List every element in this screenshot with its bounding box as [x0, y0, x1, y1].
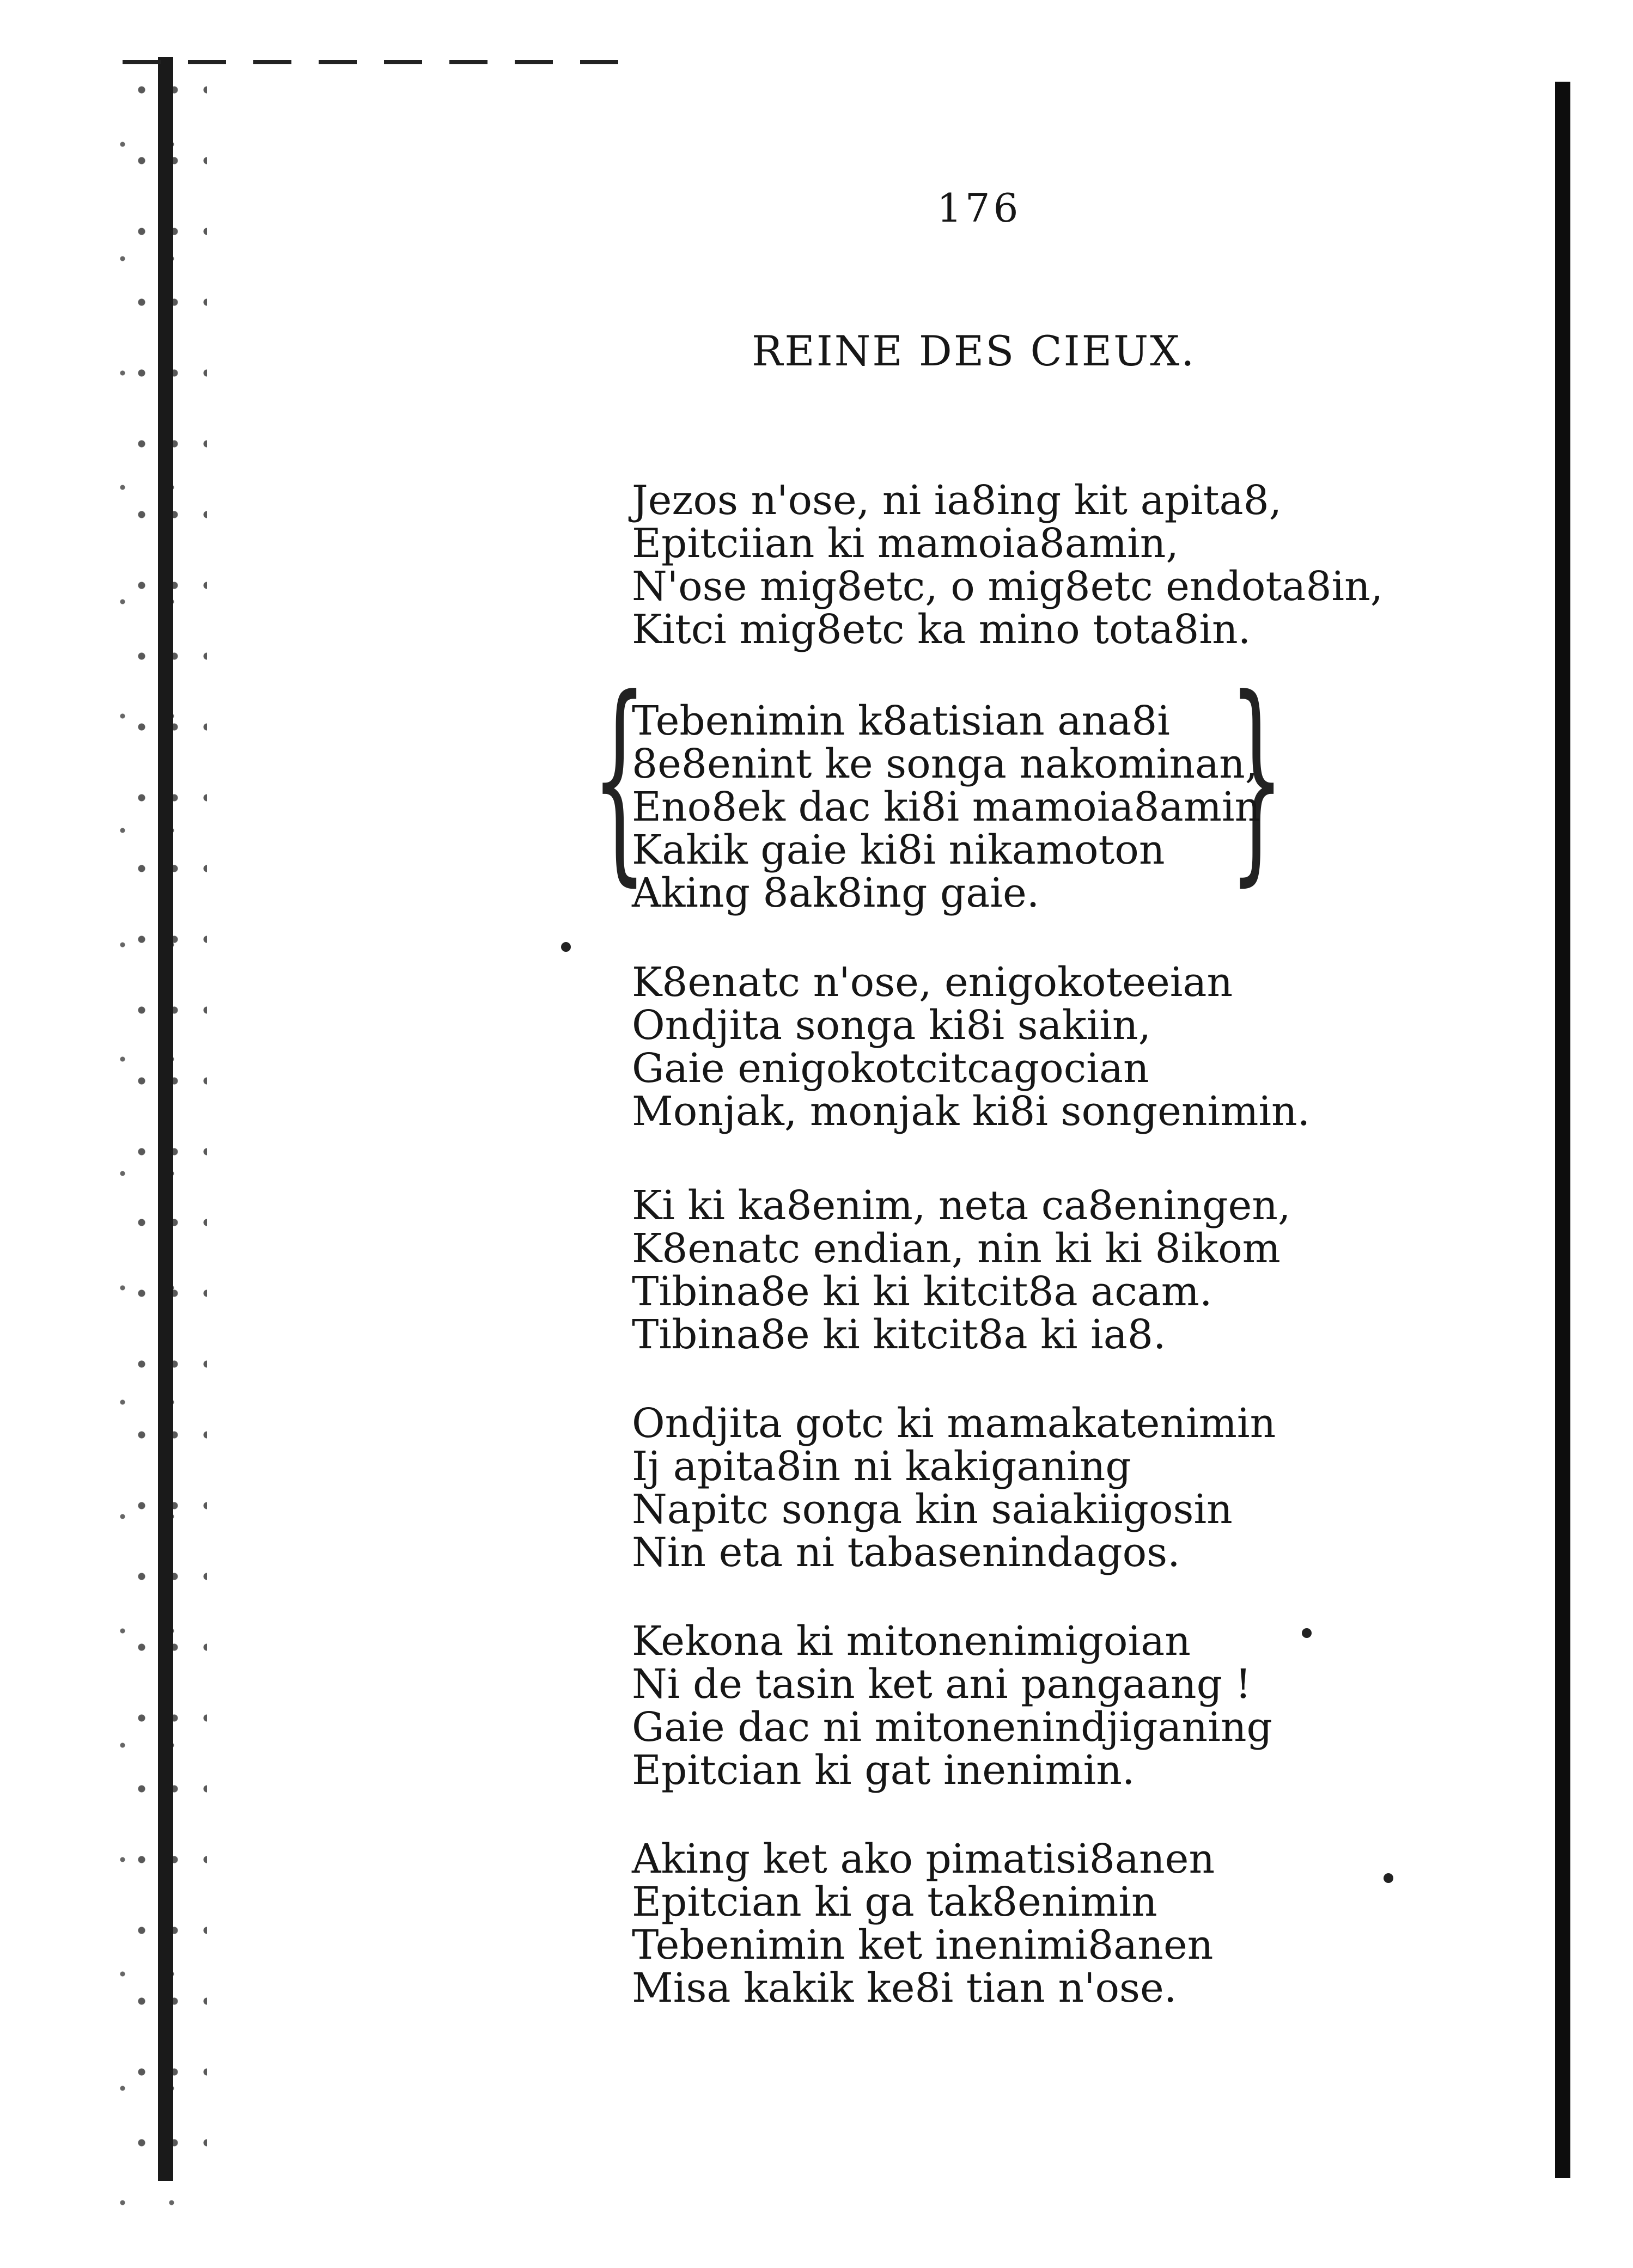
- speck: [1384, 1873, 1393, 1883]
- stanza-2-refrain: [632, 700, 1260, 915]
- stanza-7: [632, 1838, 1215, 2010]
- verse-line: N'ose mig8etc, o mig8etc endota8in,: [632, 563, 1384, 610]
- verse-line: Tibina8e ki kitcit8a ki ia8.: [632, 1311, 1166, 1358]
- verse-line: Gaie dac ni mitonenindjiganing: [632, 1704, 1272, 1751]
- verse-line: K8enatc endian, nin ki ki 8ikom: [632, 1225, 1281, 1272]
- verse-line: Kakik gaie ki8i nikamoton: [632, 827, 1165, 873]
- verse-line: Ij apita8in ni kakiganing: [632, 1443, 1131, 1490]
- verse-line: Epitcian ki ga tak8enimin: [632, 1879, 1157, 1925]
- stanza-6: [632, 1620, 1272, 1792]
- verse-line: Tebenimin k8atisian ana8i: [632, 698, 1170, 744]
- stanza-5: [632, 1402, 1276, 1574]
- verse-line: K8enatc n'ose, enigokoteeian: [632, 959, 1233, 1006]
- speck: [561, 942, 571, 952]
- verse-line: Ondjita songa ki8i sakiin,: [632, 1002, 1151, 1049]
- verse-line: Tebenimin ket inenimi8anen: [632, 1922, 1214, 1969]
- verse-line: 8e8enint ke songa nakominan,: [632, 741, 1258, 787]
- page-title: REINE DES CIEUX.: [752, 327, 1196, 375]
- verse-line: Gaie enigokotcitcagocian: [632, 1045, 1149, 1092]
- verse-line: Aking ket ako pimatisi8anen: [632, 1836, 1215, 1882]
- verse-line: Kitci mig8etc ka mino tota8in.: [632, 606, 1251, 653]
- right-edge-rule: [1555, 82, 1570, 2178]
- page-number: 176: [937, 185, 1022, 231]
- top-dashed-line: [123, 60, 645, 64]
- stanza-4: [632, 1184, 1290, 1356]
- speck: [1302, 1628, 1312, 1638]
- verse-line: Misa kakik ke8i tian n'ose.: [632, 1965, 1177, 2012]
- verse-line: Eno8ek dac ki8i mamoia8amin: [632, 784, 1261, 830]
- left-binding-edge: [158, 57, 173, 2181]
- verse-line: Epitcian ki gat inenimin.: [632, 1747, 1135, 1794]
- verse-line: Napitc songa kin saiakiigosin: [632, 1486, 1233, 1533]
- verse-line: Epitciian ki mamoia8amin,: [632, 520, 1179, 567]
- verse-line: Kekona ki mitonenimigoian: [632, 1618, 1191, 1665]
- verse-line: Jezos n'ose, ni ia8ing kit apita8,: [632, 477, 1282, 524]
- stanza-3: [632, 961, 1310, 1133]
- verse-line: Nin eta ni tabasenindagos.: [632, 1529, 1180, 1576]
- verse-line: Ki ki ka8enim, neta ca8eningen,: [632, 1182, 1291, 1229]
- verse-line: Ondjita gotc ki mamakatenimin: [632, 1400, 1276, 1447]
- verse-line: Ni de tasin ket ani pangaang !: [632, 1661, 1252, 1708]
- stanza-1: [632, 479, 1383, 651]
- verse-line: Monjak, monjak ki8i songenimin.: [632, 1088, 1311, 1135]
- right-brace: }: [1229, 652, 1285, 905]
- left-brace: {: [592, 652, 648, 905]
- verse-line: Aking 8ak8ing gaie.: [632, 870, 1040, 916]
- verse-line: Tibina8e ki ki kitcit8a acam.: [632, 1268, 1212, 1315]
